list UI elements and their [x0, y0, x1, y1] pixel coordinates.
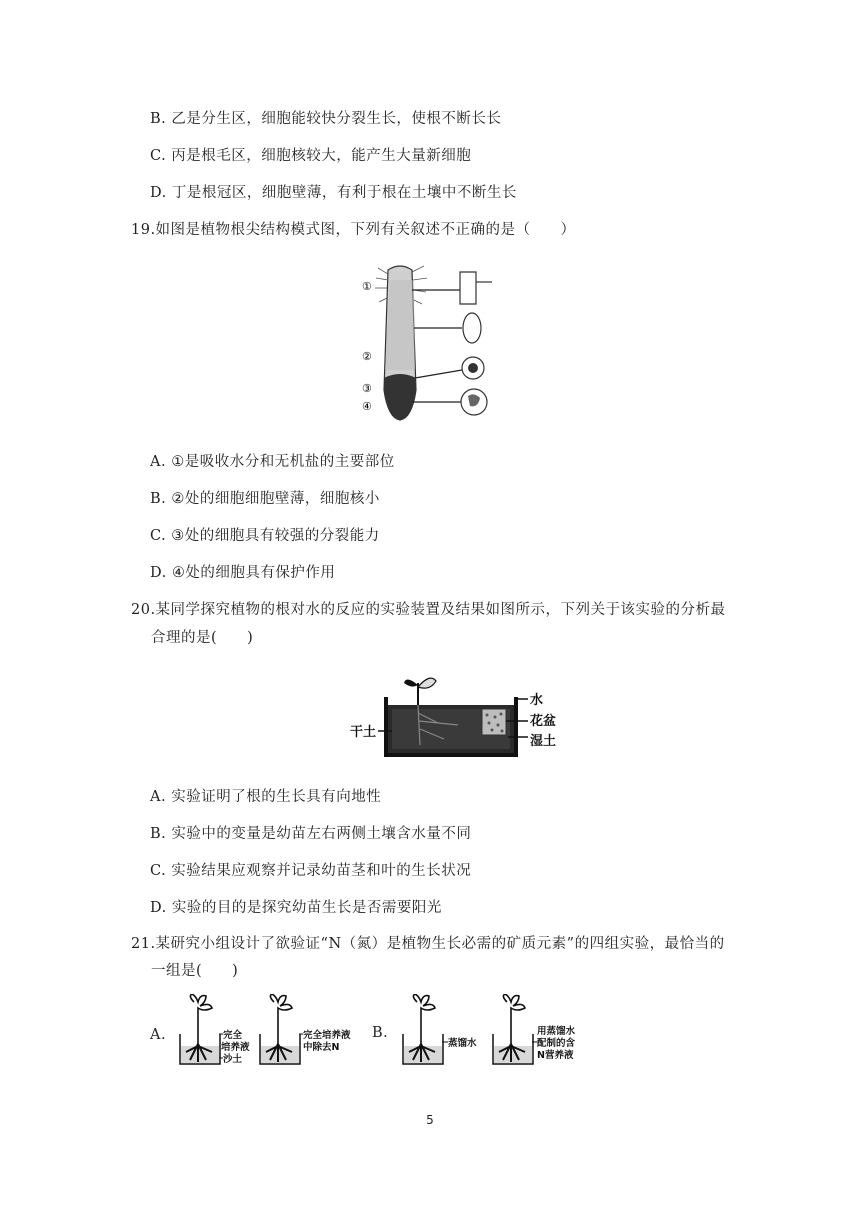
q20-option-d: D. 实验的目的是探究幼苗生长是否需要阳光 — [150, 900, 442, 916]
q18-option-b: B. 乙是分生区，细胞能较快分裂生长，使根不断长长 — [150, 111, 502, 127]
q19-option-a: A. ①是吸收水分和无机盐的主要部位 — [150, 454, 395, 470]
a2-label-minus-n: 中除去N — [303, 1042, 340, 1053]
root-water-figure — [348, 665, 588, 765]
a1-label-sand: 沙土 — [223, 1054, 243, 1065]
nitrogen-experiment-figure — [175, 994, 595, 1068]
q20-option-a: A. 实验证明了根的生长具有向地性 — [150, 789, 382, 805]
label-1: ① — [362, 280, 372, 293]
b2-label-line3: N营养液 — [537, 1050, 574, 1061]
label-3: ③ — [362, 382, 372, 395]
q20-stem-line2: 合理的是( ) — [151, 630, 254, 646]
q19-option-b: B. ②处的细胞细胞壁薄，细胞核小 — [150, 491, 380, 507]
label-pot: 花盆 — [530, 714, 557, 729]
q21-stem-line1: 21.某研究小组设计了欲验证“N（氮）是植物生长必需的矿质元素”的四组实验，最恰当的 — [131, 936, 725, 952]
label-4: ④ — [362, 400, 372, 413]
a1-label-solution: 培养液 — [221, 1042, 250, 1053]
label-2: ② — [362, 350, 372, 363]
q20-stem-line1: 20.某同学探究植物的根对水的反应的实验装置及结果如图所示，下列关于该实验的分析最 — [131, 602, 726, 618]
label-wet-soil: 湿土 — [530, 734, 557, 749]
q18-option-d: D. 丁是根冠区，细胞壁薄，有利于根在土壤中不断生长 — [150, 185, 517, 201]
root-tip-figure — [360, 260, 510, 425]
q18-option-c: C. 丙是根毛区，细胞核较大，能产生大量新细胞 — [150, 148, 472, 164]
q21-stem-line2: 一组是( ) — [151, 963, 239, 979]
q21-option-a-letter: A. — [150, 1027, 167, 1043]
q19-option-c: C. ③处的细胞具有较强的分裂能力 — [150, 528, 380, 544]
q20-option-b: B. 实验中的变量是幼苗左右两侧土壤含水量不同 — [150, 826, 472, 842]
page-number: 5 — [426, 1113, 434, 1127]
a1-label-complete: 完全 — [223, 1030, 243, 1041]
label-dry-soil: 干土 — [350, 725, 377, 740]
label-water: 水 — [530, 693, 544, 708]
b1-label-distilled: 蒸馏水 — [448, 1038, 477, 1049]
q19-stem: 19.如图是植物根尖结构模式图，下列有关叙述不正确的是（ ） — [131, 222, 576, 238]
q20-option-c: C. 实验结果应观察并记录幼苗茎和叶的生长状况 — [150, 863, 472, 879]
b2-label-line1: 用蒸馏水 — [537, 1026, 576, 1037]
b2-label-line2: 配制的含 — [537, 1038, 576, 1049]
q19-option-d: D. ④处的细胞具有保护作用 — [150, 565, 336, 581]
a2-label-complete: 完全培养液 — [303, 1030, 351, 1041]
q21-option-b-letter: B. — [372, 1025, 389, 1041]
